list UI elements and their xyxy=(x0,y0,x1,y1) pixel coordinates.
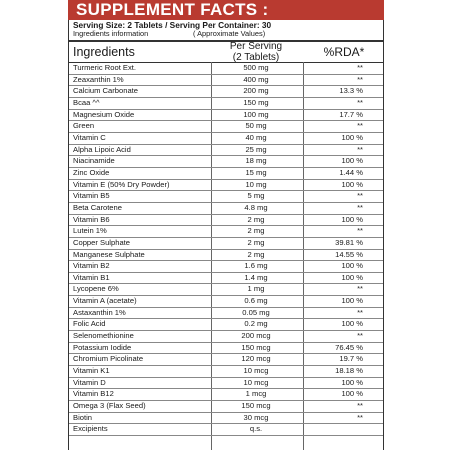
rda-value: ** xyxy=(357,331,363,341)
table-row xyxy=(69,319,383,331)
rda-value: ** xyxy=(357,307,363,317)
rda-value: 100 % xyxy=(341,179,363,189)
ingredient-name: Biotin xyxy=(73,412,92,422)
per-serving-amount: 1 mcg xyxy=(245,389,267,399)
rda-value: 39.81 % xyxy=(335,237,363,247)
ingredient-name: Vitamin B5 xyxy=(73,191,110,201)
rda-value: 100 % xyxy=(341,261,363,271)
ingredient-name: Green xyxy=(73,121,95,131)
per-serving-amount: 2 mg xyxy=(247,237,265,247)
per-serving-amount: 200 mcg xyxy=(241,331,271,341)
rda-value: ** xyxy=(357,63,363,72)
ingredient-name: Turmeric Root Ext. xyxy=(73,63,137,72)
ingredient-name: Magnesium Oxide xyxy=(73,109,135,119)
rda-value: 18.18 % xyxy=(335,366,363,376)
ingredient-name: Zinc Oxide xyxy=(73,167,110,177)
table-row xyxy=(69,284,383,296)
per-serving-amount: 1.6 mg xyxy=(244,261,268,271)
table-row xyxy=(69,413,383,425)
per-serving-amount: 200 mg xyxy=(243,86,269,96)
ingredient-name: Beta Carotene xyxy=(73,202,122,212)
table-row xyxy=(69,250,383,262)
facts-panel xyxy=(68,20,384,450)
rda-value: 100 % xyxy=(341,132,363,142)
table-row xyxy=(69,180,383,192)
per-serving-amount: 10 mg xyxy=(245,179,267,189)
rda-value: ** xyxy=(357,284,363,294)
serving-info: Serving Size: 2 Tablets / Serving Per Container: 30 xyxy=(73,20,272,30)
rda-value: 100 % xyxy=(341,296,363,306)
per-serving-amount: 1 mg xyxy=(247,284,265,294)
rda-value: ** xyxy=(357,401,363,411)
rda-value: 100 % xyxy=(341,214,363,224)
per-serving-amount: 2 mg xyxy=(247,214,265,224)
ingredient-name: Niacinamide xyxy=(73,156,115,166)
ingredient-name: Alpha Lipoic Acid xyxy=(73,144,131,154)
per-serving-amount: 0.05 mg xyxy=(242,307,270,317)
per-serving-amount: 120 mcg xyxy=(241,354,271,364)
table-row xyxy=(69,366,383,378)
table-row xyxy=(69,308,383,320)
table-row xyxy=(69,215,383,227)
rda-value: 76.45 % xyxy=(335,342,363,352)
per-serving-amount: 5 mg xyxy=(247,191,265,201)
ingredient-name: Vitamin D xyxy=(73,377,106,387)
supplement-facts-title: SUPPLEMENT FACTS : xyxy=(68,0,384,20)
table-row xyxy=(69,133,383,145)
ingredient-name: Folic Acid xyxy=(73,319,106,329)
ingredient-name: Vitamin C xyxy=(73,132,106,142)
rda-value: ** xyxy=(357,74,363,84)
table-row xyxy=(69,226,383,238)
per-serving-amount: 150 mg xyxy=(243,97,269,107)
table-row xyxy=(69,296,383,308)
per-serving-amount: 50 mg xyxy=(245,121,267,131)
per-serving-amount: 40 mg xyxy=(245,132,267,142)
ingredient-name: Manganese Sulphate xyxy=(73,249,145,259)
table-row xyxy=(69,401,383,413)
table-row xyxy=(69,354,383,366)
rda-value: 100 % xyxy=(341,272,363,282)
per-serving-amount: 400 mg xyxy=(243,74,269,84)
ingredient-name: Vitamin A (acetate) xyxy=(73,296,137,306)
table-row xyxy=(69,121,383,133)
rda-value: ** xyxy=(357,226,363,236)
per-serving-amount: 10 mcg xyxy=(243,377,269,387)
rda-value: ** xyxy=(357,97,363,107)
ingredient-name: Selenomethionine xyxy=(73,331,134,341)
rda-value: ** xyxy=(357,202,363,212)
ingredient-name: Excipients xyxy=(73,424,108,434)
per-serving-amount: 18 mg xyxy=(245,156,267,166)
ingredient-name: Lutein 1% xyxy=(73,226,107,236)
ingredient-name: Vitamin E (50% Dry Powder) xyxy=(73,179,170,189)
ingredient-name: Calcium Carbonate xyxy=(73,86,138,96)
per-serving-amount: 150 mcg xyxy=(241,401,271,411)
table-row xyxy=(69,98,383,110)
facts-table-body xyxy=(69,63,383,436)
table-row xyxy=(69,145,383,157)
ingredient-name: Bcaa ^^ xyxy=(73,97,100,107)
per-serving-amount: 15 mg xyxy=(245,167,267,177)
ingredient-name: Astaxanthin 1% xyxy=(73,307,126,317)
ingredient-name: Potassium Iodide xyxy=(73,342,132,352)
table-row xyxy=(69,156,383,168)
table-row xyxy=(69,203,383,215)
table-row xyxy=(69,331,383,343)
table-row xyxy=(69,63,383,75)
table-row xyxy=(69,110,383,122)
ingredient-name: Lycopene 6% xyxy=(73,284,119,294)
column-header-per-serving: Per Serving (2 Tablets) xyxy=(229,41,283,63)
table-row xyxy=(69,378,383,390)
rda-value: 100 % xyxy=(341,156,363,166)
per-serving-amount: 10 mcg xyxy=(243,366,269,376)
table-row xyxy=(69,168,383,180)
rda-value: 100 % xyxy=(341,377,363,387)
rda-value: 14.55 % xyxy=(335,249,363,259)
table-row xyxy=(69,238,383,250)
rda-value: ** xyxy=(357,144,363,154)
table-row xyxy=(69,75,383,87)
rda-value: ** xyxy=(357,191,363,201)
ingredient-name: Omega 3 (Flax Seed) xyxy=(73,401,146,411)
table-row xyxy=(69,261,383,273)
column-header-ingredients: Ingredients xyxy=(73,45,135,59)
per-serving-amount: 100 mg xyxy=(243,109,269,119)
rda-value: 1.44 % xyxy=(339,167,363,177)
ingredient-name: Copper Sulphate xyxy=(73,237,130,247)
ingredient-name: Chromium Picolinate xyxy=(73,354,144,364)
table-row xyxy=(69,389,383,401)
per-serving-amount: 2 mg xyxy=(247,226,265,236)
per-serving-amount: 2 mg xyxy=(247,249,265,259)
table-row xyxy=(69,86,383,98)
per-serving-amount: 25 mg xyxy=(245,144,267,154)
rda-value: ** xyxy=(357,121,363,131)
ingredient-name: Vitamin B6 xyxy=(73,214,110,224)
per-serving-amount: 30 mcg xyxy=(243,412,269,422)
per-serving-amount: 0.2 mg xyxy=(244,319,268,329)
ingredient-name: Vitamin B2 xyxy=(73,261,110,271)
rda-value: 17.7 % xyxy=(339,109,363,119)
table-row xyxy=(69,424,383,436)
per-serving-amount: 1.4 mg xyxy=(244,272,268,282)
ingredients-info-label: Ingredients information xyxy=(73,29,149,38)
per-serving-amount: 150 mcg xyxy=(241,342,271,352)
per-serving-amount: 4.8 mg xyxy=(244,202,268,212)
rda-value: 19.7 % xyxy=(339,354,363,364)
ingredient-name: Vitamin B1 xyxy=(73,272,110,282)
table-row xyxy=(69,273,383,285)
rda-value: ** xyxy=(357,412,363,422)
approximate-values-note: ( Approximate Values) xyxy=(193,29,266,38)
per-serving-amount: 0.6 mg xyxy=(244,296,268,306)
per-serving-amount: q.s. xyxy=(249,424,263,434)
rda-value: 100 % xyxy=(341,319,363,329)
table-row xyxy=(69,343,383,355)
ingredient-name: Vitamin K1 xyxy=(73,366,110,376)
rda-value: 100 % xyxy=(341,389,363,399)
per-serving-amount: 500 mg xyxy=(243,63,269,72)
column-header-rda: %RDA* xyxy=(323,45,365,59)
rda-value: 13.3 % xyxy=(339,86,363,96)
ingredient-name: Zeaxanthin 1% xyxy=(73,74,124,84)
ingredient-name: Vitamin B12 xyxy=(73,389,114,399)
table-row xyxy=(69,191,383,203)
